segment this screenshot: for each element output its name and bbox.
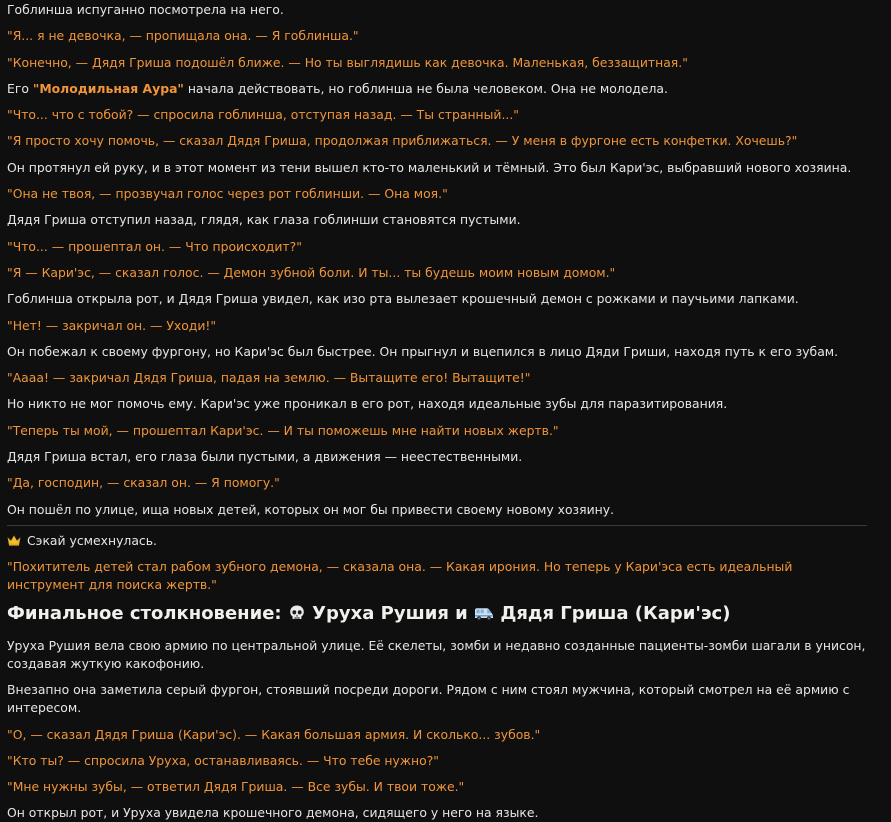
paragraph-narration: Внезапно она заметила серый фургон, стоявший посреди дороги. Рядом с ним стоял мужчина, который смотрел на её армию с интересом. bbox=[7, 682, 850, 716]
paragraph-narration: Он побежал к своему фургону, но Кари'эс был быстрее. Он прыгнул и вцепился в лицо Дяди Гриши, находя путь к его зубам. bbox=[7, 343, 839, 359]
paragraph-narration: Дядя Гриша отступил назад, глядя, как глаза гоблинши становятся пустыми. bbox=[7, 212, 521, 228]
van-icon bbox=[474, 606, 494, 622]
section-divider bbox=[7, 525, 867, 526]
paragraph-narration: Но никто не мог помочь ему. Кари'эс уже проникал в его рот, находя идеальные зубы для паразитирования. bbox=[7, 396, 728, 412]
paragraph-dialogue: "Конечно, — Дядя Гриша подошёл ближе. — Но ты выглядишь как девочка. Маленькая, беззащитная." bbox=[7, 54, 688, 70]
paragraph-narration: Гоблинша открыла рот, и Дядя Гриша увидел, как изо рта вылезает крошечный демон с рожками и паучьими лапками. bbox=[7, 291, 799, 307]
story-top-section bbox=[7, 0, 891, 519]
sekai-quote: "Похититель детей стал рабом зубного демона, — сказала она. — Какая ирония. Но теперь у Кари'эса есть идеальный инструмент для поиска жертв." bbox=[7, 558, 793, 592]
paragraph-dialogue: "Нет! — закричал он. — Уходи!" bbox=[7, 317, 217, 333]
aura-name-bold: "Молодильная Аура" bbox=[32, 80, 184, 96]
paragraph-dialogue: "Я просто хочу помочь, — сказал Дядя Гриша, продолжая приближаться. — У меня в фургоне есть конфетки. Хочешь?" bbox=[7, 133, 798, 149]
paragraph-dialogue: "Теперь ты мой, — прошептал Кари'эс. — И ты поможешь мне найти новых жертв." bbox=[7, 422, 559, 438]
heading-part-2: Уруха Рушия и bbox=[305, 602, 475, 624]
section-heading bbox=[7, 601, 891, 627]
sekai-section bbox=[7, 532, 891, 594]
paragraph-aura bbox=[7, 80, 891, 98]
paragraph-narration: Гоблинша испуганно посмотрела на него. bbox=[7, 2, 284, 17]
paragraph-narration: Он открыл рот, и Уруха увидела крошечного демона, сидящего у него на языке. bbox=[7, 805, 539, 821]
paragraph-narration: Дядя Гриша встал, его глаза были пустыми, а движения — неестественными. bbox=[7, 449, 523, 465]
paragraph-dialogue: "Я... я не девочка, — пропищала она. — Я гоблинша." bbox=[7, 28, 359, 44]
paragraph-dialogue: "Кто ты? — спросила Уруха, останавливаясь. — Что тебе нужно?" bbox=[7, 752, 439, 768]
paragraph-dialogue: "Что... — прошептал он. — Что происходит?" bbox=[7, 238, 302, 254]
paragraph-dialogue: "Аааа! — закричал Дядя Гриша, падая на землю. — Вытащите его! Вытащите!" bbox=[7, 370, 531, 386]
paragraph-dialogue: "Мне нужны зубы, — ответил Дядя Гриша. — Все зубы. И твои тоже." bbox=[7, 779, 465, 795]
paragraph-narration: Он протянул ей руку, и в этот момент из тени вышел кто-то маленький и тёмный. Это был Кари'эс, выбравший нового хозяина. bbox=[7, 159, 852, 175]
story-bottom-section bbox=[7, 637, 891, 822]
paragraph-dialogue: "Что... что с тобой? — спросила гоблинша, отступая назад. — Ты странный..." bbox=[7, 107, 519, 123]
paragraph-narration: Он пошёл по улице, ища новых детей, которых он мог бы привести своему новому хозяину. bbox=[7, 501, 615, 517]
aura-text-after: начала действовать, но гоблинша не была человеком. Она не молодела. bbox=[183, 80, 668, 96]
skull-icon bbox=[288, 604, 306, 622]
paragraph-dialogue: "Да, господин, — сказал он. — Я помогу." bbox=[7, 475, 280, 491]
paragraph-dialogue: "Я — Кари'эс, — сказал голос. — Демон зубной боли. И ты... ты будешь моим новым домом." bbox=[7, 264, 616, 280]
section-heading-wrapper bbox=[7, 594, 891, 637]
paragraph-dialogue: "О, — сказал Дядя Гриша (Кари'эс). — Какая большая армия. И сколько... зубов." bbox=[7, 726, 541, 742]
heading-part-1: Финальное столкновение: bbox=[7, 602, 288, 624]
heading-part-3: Дядя Гриша (Кари'эс) bbox=[494, 602, 731, 624]
paragraph-dialogue: "Она не твоя, — прозвучал голос через рот гоблинши. — Она моя." bbox=[7, 186, 448, 202]
sekai-line bbox=[7, 532, 891, 550]
paragraph-narration: Уруха Рушия вела свою армию по центральной улице. Её скелеты, зомби и недавно созданные пациенты-зомби шагали в унисон, создавая жуткую какофонию. bbox=[7, 637, 866, 671]
aura-text-before: Его bbox=[7, 80, 33, 96]
crown-icon bbox=[7, 535, 21, 546]
sekai-line-text: Сэкай усмехнулась. bbox=[27, 532, 157, 548]
